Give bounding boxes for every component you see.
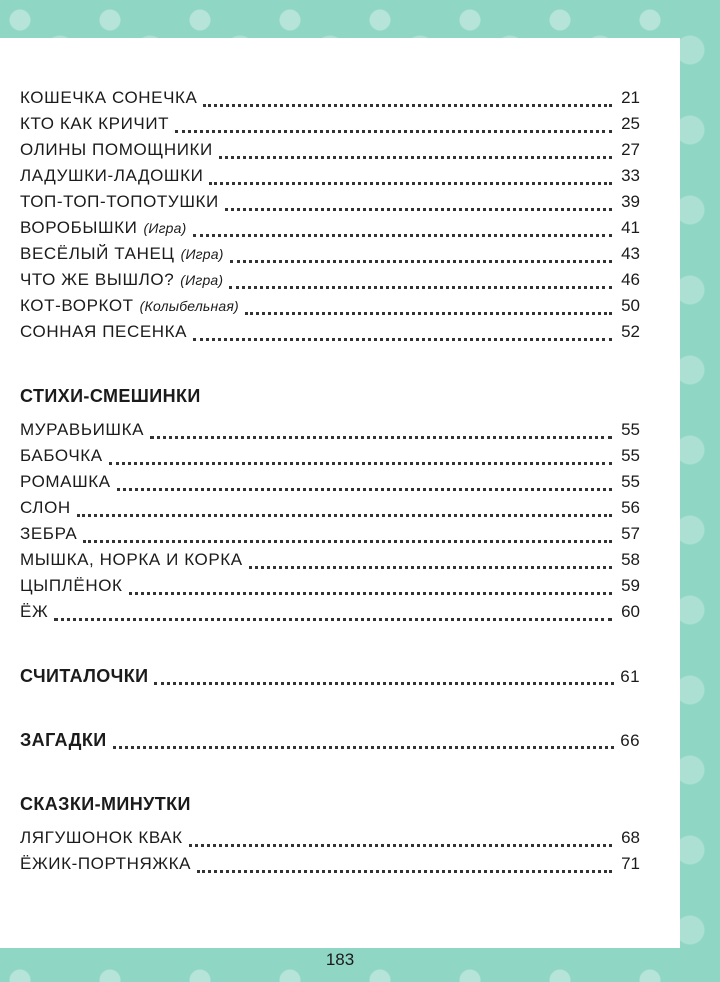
leader-dots xyxy=(193,234,612,237)
entry-title: МЫШКА, НОРКА И КОРКА xyxy=(20,550,243,569)
leader-dots xyxy=(230,260,612,263)
leader-dots xyxy=(229,286,612,289)
entry-title: ТОП-ТОП-ТОПОТУШКИ xyxy=(20,192,219,211)
entry-note: (Игра) xyxy=(143,220,187,236)
heading-title: ЗАГАДКИ xyxy=(20,730,107,750)
heading-title: СЧИТАЛОЧКИ xyxy=(20,666,149,686)
entry-title: БАБОЧКА xyxy=(20,446,103,465)
entry-title: ЛЯГУШОНОК КВАК xyxy=(20,828,183,847)
entry-title: ОЛИНЫ ПОМОЩНИКИ xyxy=(20,140,213,159)
entry-title: КТО КАК КРИЧИТ xyxy=(20,114,170,133)
page-ref: 55 xyxy=(621,446,640,465)
toc-entry[interactable] xyxy=(20,140,640,166)
page-ref: 55 xyxy=(621,472,640,491)
leader-dots xyxy=(117,488,612,491)
toc-entry[interactable] xyxy=(20,524,640,550)
toc-entry[interactable] xyxy=(20,218,640,244)
toc-heading-zagadki[interactable] xyxy=(20,730,640,756)
page-ref: 39 xyxy=(621,192,640,211)
toc-section-2 xyxy=(20,420,640,628)
page-ref: 59 xyxy=(621,576,640,595)
heading-title: СТИХИ-СМЕШИНКИ xyxy=(20,386,201,406)
page-ref: 61 xyxy=(620,667,640,686)
entry-note: (Игра) xyxy=(180,272,224,288)
page-number: 183 xyxy=(325,950,355,969)
toc-entry[interactable] xyxy=(20,550,640,576)
toc-entry[interactable] xyxy=(20,446,640,472)
leader-dots xyxy=(129,592,612,595)
page-ref: 27 xyxy=(621,140,640,159)
page-ref: 52 xyxy=(621,322,640,341)
toc-entry[interactable] xyxy=(20,296,640,322)
leader-dots xyxy=(197,870,612,873)
leader-dots xyxy=(175,130,612,133)
page-sheet xyxy=(0,38,680,969)
entry-note: (Игра) xyxy=(180,246,224,262)
toc-section-1 xyxy=(20,88,640,348)
toc-entry[interactable] xyxy=(20,854,640,880)
toc-entry[interactable] xyxy=(20,244,640,270)
page-ref: 55 xyxy=(621,420,640,439)
page-ref: 57 xyxy=(621,524,640,543)
entry-note: (Колыбельная) xyxy=(139,298,239,314)
page-ref: 41 xyxy=(621,218,640,237)
leader-dots xyxy=(219,156,612,159)
entry-title: КОТ-ВОРКОТ xyxy=(20,296,134,315)
page-ref: 25 xyxy=(621,114,640,133)
leader-dots xyxy=(154,682,614,685)
toc-heading-stikhi xyxy=(20,386,640,412)
page-ref: 21 xyxy=(621,88,640,107)
toc-entry[interactable] xyxy=(20,828,640,854)
toc-entry[interactable] xyxy=(20,114,640,140)
entry-title: ЦЫПЛЁНОК xyxy=(20,576,123,595)
entry-title: ЗЕБРА xyxy=(20,524,78,543)
leader-dots xyxy=(189,844,612,847)
leader-dots xyxy=(209,182,612,185)
toc-section-3 xyxy=(20,828,640,880)
toc-entry[interactable] xyxy=(20,576,640,602)
toc-entry[interactable] xyxy=(20,322,640,348)
entry-title: ЧТО ЖЕ ВЫШЛО? xyxy=(20,270,175,289)
leader-dots xyxy=(225,208,612,211)
leader-dots xyxy=(150,436,612,439)
entry-title: СОННАЯ ПЕСЕНКА xyxy=(20,322,188,341)
entry-title: РОМАШКА xyxy=(20,472,111,491)
toc-entry[interactable] xyxy=(20,498,640,524)
leader-dots xyxy=(203,104,612,107)
entry-title: ЛАДУШКИ-ЛАДОШКИ xyxy=(20,166,204,185)
page-ref: 46 xyxy=(621,270,640,289)
leader-dots xyxy=(77,514,612,517)
page-ref: 56 xyxy=(621,498,640,517)
entry-title: ВЕСЁЛЫЙ ТАНЕЦ xyxy=(20,244,175,263)
toc-entry[interactable] xyxy=(20,472,640,498)
toc-entry[interactable] xyxy=(20,166,640,192)
toc-entry[interactable] xyxy=(20,420,640,446)
toc-heading-skazki xyxy=(20,794,640,820)
leader-dots xyxy=(83,540,612,543)
page-ref: 68 xyxy=(621,828,640,847)
leader-dots xyxy=(249,566,612,569)
page-ref: 71 xyxy=(621,854,640,873)
toc-entry[interactable] xyxy=(20,192,640,218)
table-of-contents xyxy=(20,88,640,880)
entry-title: ЁЖ xyxy=(20,602,49,621)
heading-title: СКАЗКИ-МИНУТКИ xyxy=(20,794,191,814)
entry-title: ЁЖИК-ПОРТНЯЖКА xyxy=(20,854,192,873)
leader-dots xyxy=(54,618,612,621)
page-ref: 43 xyxy=(621,244,640,263)
toc-entry[interactable] xyxy=(20,270,640,296)
leader-dots xyxy=(113,746,615,749)
entry-title: СЛОН xyxy=(20,498,71,517)
page-ref: 60 xyxy=(621,602,640,621)
entry-title: ВОРОБЫШКИ xyxy=(20,218,138,237)
entry-title: КОШЕЧКА СОНЕЧКА xyxy=(20,88,198,107)
page-ref: 58 xyxy=(621,550,640,569)
toc-heading-schitalochki[interactable] xyxy=(20,666,640,692)
leader-dots xyxy=(193,338,612,341)
leader-dots xyxy=(109,462,612,465)
leader-dots xyxy=(245,312,612,315)
toc-entry[interactable] xyxy=(20,602,640,628)
entry-title: МУРАВЬИШКА xyxy=(20,420,145,439)
page-ref: 33 xyxy=(621,166,640,185)
page-ref: 50 xyxy=(621,296,640,315)
toc-entry[interactable] xyxy=(20,88,640,114)
page-ref: 66 xyxy=(620,731,640,750)
